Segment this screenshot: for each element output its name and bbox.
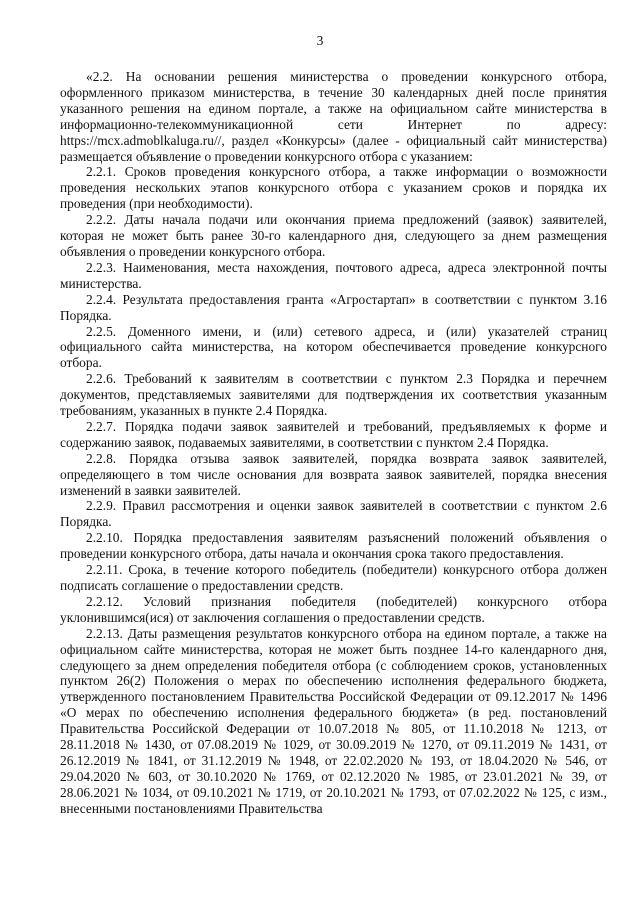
paragraph-2-2-4: 2.2.4. Результата предоставления гранта «Агростартап» в соответствии с пунктом 3.16 Порядка. xyxy=(60,291,607,323)
paragraph-2-2-10: 2.2.10. Порядка предоставления заявителям разъяснений положений объявления о проведении конкурсного отбора, даты начала и окончания срока такого предоставления. xyxy=(60,530,607,562)
paragraph-2-2-7: 2.2.7. Порядка подачи заявок заявителей и требований, предъявляемых к форме и содержанию заявок, подаваемых заявителями, в соответствии с пунктом 2.4 Порядка. xyxy=(60,418,607,450)
paragraph-2-2-3: 2.2.3. Наименования, места нахождения, почтового адреса, адреса электронной почты министерства. xyxy=(60,259,607,291)
paragraph-2-2-11: 2.2.11. Срока, в течение которого победитель (победители) конкурсного отбора должен подписать соглашение о предоставлении средств. xyxy=(60,562,607,593)
paragraph-2-2-13: 2.2.13. Даты размещения результатов конкурсного отбора на едином портале, а также на официальном сайте министерства, которая не может быть позднее 14-го календарного дня, следующего за днем определения победителя отбора (с соблюдением сроков, установленных пунктом 26(2) Положения о мерах по обеспечению исполнения федерального бюджета, утвержденного постановлением Правительства Российской Федерации от 09.12.2017 № 1496 «О мерах по обеспечению исполнения федерального бюджета» (в ред. постановлений Правительства Российской Федерации от 10.07.2018 № 805, от 11.10.2018 № 1213, от 28.11.2018 № 1430, от 07.08.2019 № 1029, от 30.09.2019 № 1270, от 09.11.2019 № 1431, от 26.12.2019 № 1841, от 31.12.2019 № 1948, от 22.02.2020 № 193, от 18.04.2020 № 546, от 29.04.2020 № 603, от 30.10.2020 № 1769, от 02.12.2020 № 1985, от 23.01.2021 № 39, от 28.06.2021 № 1034, от 09.10.2021 № 1719, от 20.10.2021 № 1793, от 07.02.2022 № 125, с изм., внесенными постановлениями Правительства xyxy=(60,625,607,816)
paragraph-2-2-1: 2.2.1. Сроков проведения конкурсного отбора, а также информации о возможности проведения нескольких этапов конкурсного отбора с указанием сроков и порядка их проведения (при необходимости). xyxy=(60,164,607,212)
paragraph-2-2-12: 2.2.12. Условий признания победителя (победителей) конкурсного отбора уклонившимся(ися) от заключения соглашения о предоставлении средств. xyxy=(60,593,607,625)
paragraph-2-2-8: 2.2.8. Порядка отзыва заявок заявителей, порядка возврата заявок заявителей, определяющего в том числе основания для возврата заявок заявителей, порядка внесения изменений в заявки заявителей. xyxy=(60,450,607,498)
document-body xyxy=(60,69,607,817)
page-number: 3 xyxy=(316,33,324,48)
paragraph-2-2-5: 2.2.5. Доменного имени, и (или) сетевого адреса, и (или) указателей страниц официального сайта министерства, на котором обеспечивается проведение конкурсного отбора. xyxy=(60,323,607,371)
paragraph-2-2-2: 2.2.2. Даты начала подачи или окончания приема предложений (заявок) заявителей, которая не может быть ранее 30-го календарного дня, следующего за днем размещения объявления о проведении конкурсного отбора. xyxy=(60,212,607,259)
paragraph-intro: «2.2. На основании решения министерства о проведении конкурсного отбора, оформленного приказом министерства, в течение 30 календарных дней после принятия указанного решения на едином портале, а также на официальном сайте министерства в информационно-телекоммуникационной сети Интернет по адресу: https://mcx.admoblkaluga.ru//, раздел «Конкурсы» (далее - официальный сайт министерства) размещается объявление о проведении конкурсного отбора с указанием: xyxy=(60,69,607,164)
paragraph-2-2-9: 2.2.9. Правил рассмотрения и оценки заявок заявителей в соответствии с пунктом 2.6 Порядка. xyxy=(60,498,607,530)
paragraph-2-2-6: 2.2.6. Требований к заявителям в соответствии с пунктом 2.3 Порядка и перечнем документов, представляемых заявителями для подтверждения их соответствия указанным требованиям, указанных в пункте 2.4 Порядка. xyxy=(60,371,607,419)
